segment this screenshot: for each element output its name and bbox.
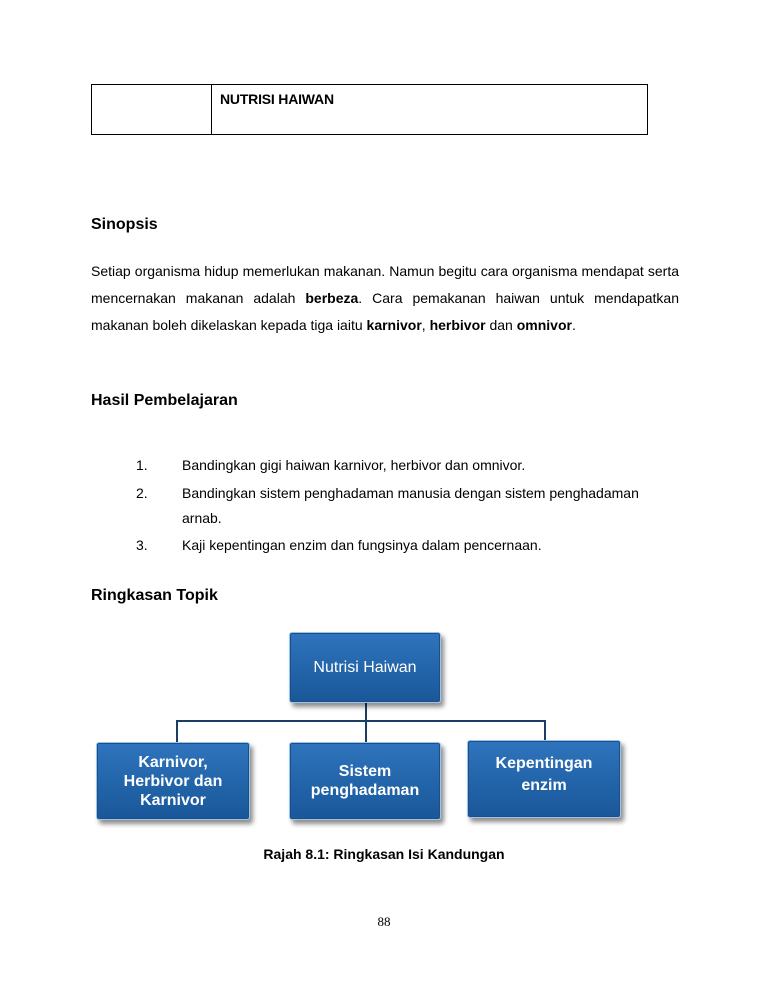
node-label-line: penghadaman <box>310 782 420 799</box>
connector-horizontal <box>176 720 546 722</box>
sinopsis-text-5: . <box>571 317 576 333</box>
node-label-line: Kepentingan <box>495 755 593 772</box>
list-item-continuation: arnab. <box>182 510 222 526</box>
connector-mid-down <box>365 720 367 742</box>
list-number: 3. <box>136 537 148 553</box>
list-number: 1. <box>136 457 148 473</box>
connector-root-down <box>365 703 367 721</box>
sinopsis-text-4: dan <box>485 317 517 333</box>
connector-right-down <box>544 720 546 742</box>
header-table-empty-cell <box>92 85 212 134</box>
list-number: 2. <box>136 485 148 501</box>
sinopsis-heading: Sinopsis <box>91 216 158 233</box>
sinopsis-bold-omnivor: omnivor <box>516 317 572 333</box>
diagram-node-sistem-penghadaman <box>289 742 441 820</box>
sinopsis-bold-herbivor: herbivor <box>429 317 486 333</box>
page-number: 88 <box>377 914 391 929</box>
sinopsis-bold-karnivor: karnivor <box>366 317 422 333</box>
chapter-title: NUTRISI HAIWAN <box>220 91 334 107</box>
node-label-line: Karnivor <box>140 791 206 809</box>
hasil-heading: Hasil Pembelajaran <box>91 392 238 409</box>
sinopsis-text-1: Setiap organisma hidup memerlukan makanan. Namun begitu cara organisma mendapat serta mencernakan makanan adalah <box>91 263 679 306</box>
node-label-line: Herbivor dan <box>123 772 223 790</box>
diagram-node-karnivor <box>96 742 250 820</box>
ringkasan-heading: Ringkasan Topik <box>91 587 218 604</box>
figure-caption: Rajah 8.1: Ringkasan Isi Kandungan <box>263 846 505 862</box>
connector-left-down <box>176 720 178 742</box>
sinopsis-text-2: . Cara pemakanan haiwan untuk mendapatkan makanan boleh dikelaskan kepada tiga iaitu <box>91 290 679 333</box>
diagram-node-kepentingan-enzim <box>467 740 621 818</box>
node-label-line: Karnivor, <box>138 753 208 771</box>
list-item: Bandingkan gigi haiwan karnivor, herbivor dan omnivor. <box>182 457 526 473</box>
diagram-root-node <box>289 632 441 703</box>
diagram-root-label: Nutrisi Haiwan <box>313 659 417 676</box>
list-item: Bandingkan sistem penghadaman manusia dengan sistem penghadaman <box>182 485 639 501</box>
node-label-line: enzim <box>521 777 567 794</box>
sinopsis-text-3: , <box>421 317 430 333</box>
header-table <box>91 84 648 135</box>
sinopsis-bold-berbeza: berbeza <box>305 290 359 306</box>
list-item: Kaji kepentingan enzim dan fungsinya dalam pencernaan. <box>182 537 542 553</box>
sinopsis-paragraph <box>91 258 679 339</box>
node-label-line: Sistem <box>338 763 392 780</box>
